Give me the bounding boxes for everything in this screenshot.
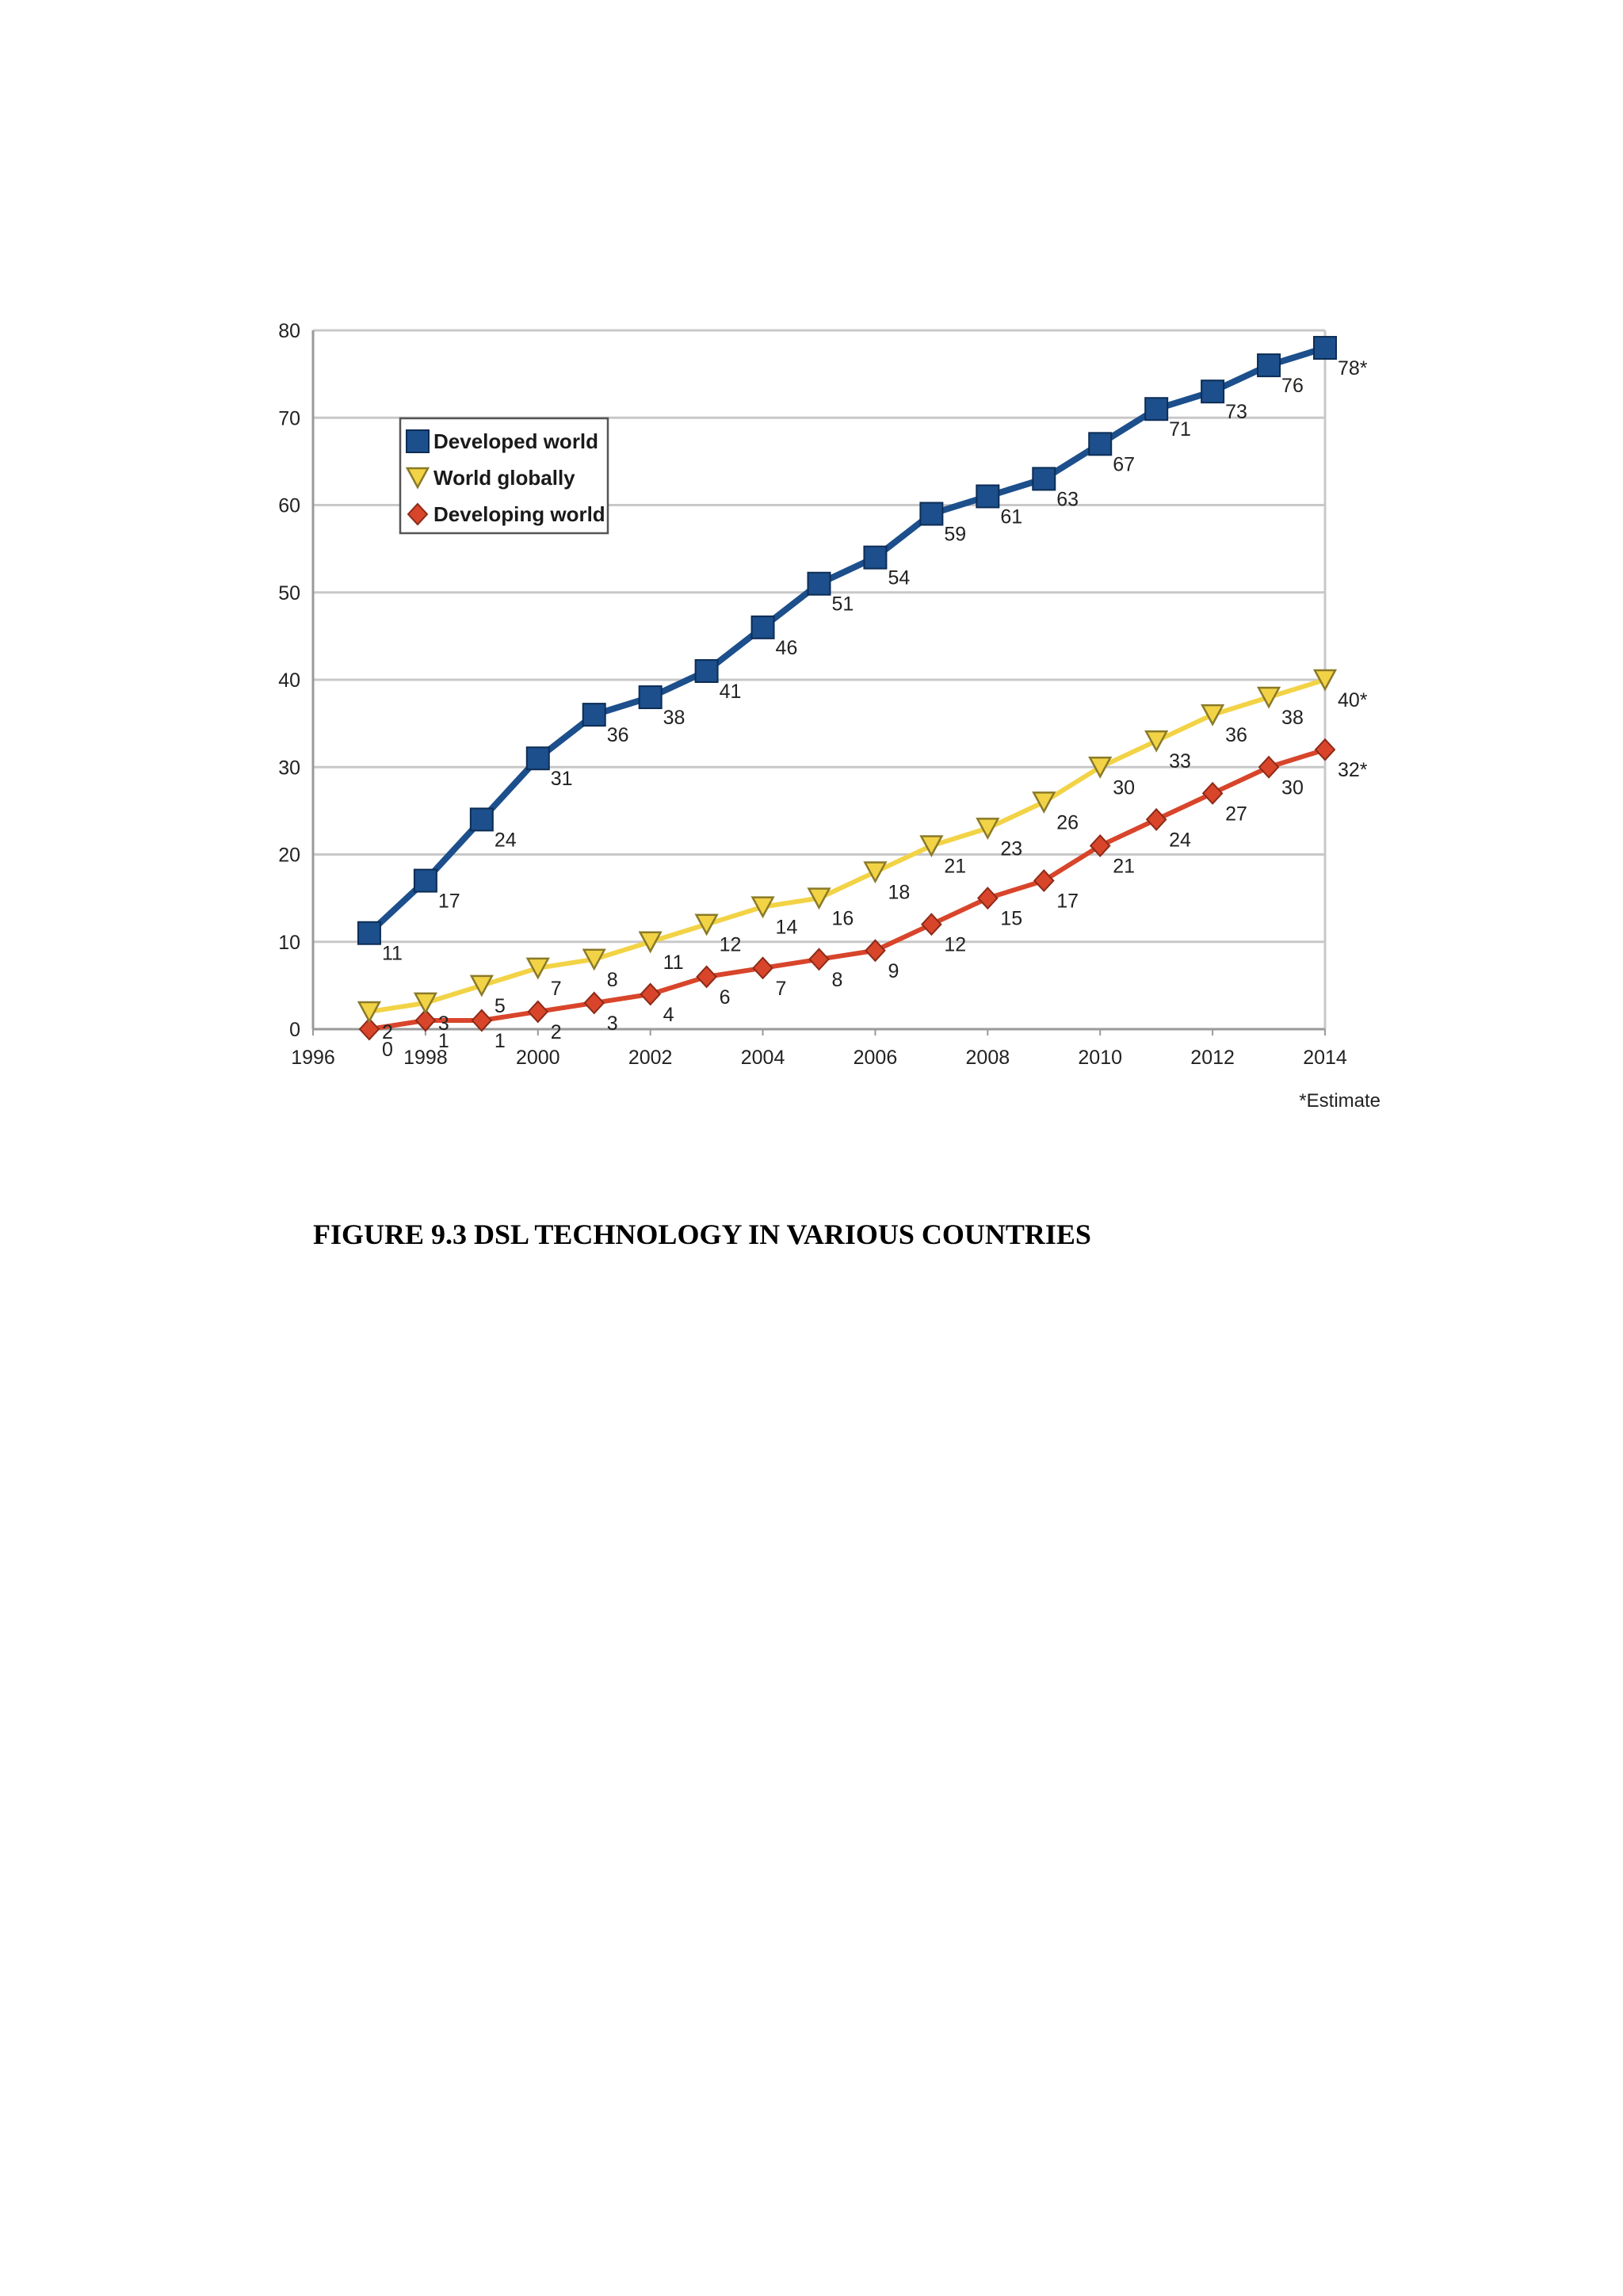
series-line [369, 749, 1325, 1029]
data-label: 41 [719, 680, 742, 703]
x-tick-label: 2010 [1078, 1047, 1123, 1069]
data-label: 51 [831, 593, 854, 616]
data-label: 17 [1056, 890, 1079, 913]
data-point [978, 888, 997, 909]
data-label: 27 [1225, 803, 1247, 826]
data-point [922, 914, 941, 935]
data-label: 1 [494, 1029, 506, 1052]
data-label: 71 [1169, 418, 1191, 441]
data-label: 67 [1113, 453, 1136, 476]
dsl-chart [262, 301, 1387, 1141]
data-label: 17 [437, 890, 460, 913]
data-label: 6 [719, 986, 731, 1009]
data-point [810, 949, 829, 970]
data-label: 46 [775, 636, 798, 659]
data-point [1259, 757, 1278, 777]
y-tick-label: 20 [278, 844, 300, 867]
data-point [529, 1001, 548, 1022]
data-label: 61 [1000, 505, 1023, 528]
data-label: 36 [606, 724, 629, 747]
data-label: 16 [831, 907, 854, 930]
data-label: 2 [550, 1020, 562, 1043]
y-tick-label: 60 [278, 494, 300, 517]
data-label: 15 [1000, 907, 1023, 930]
x-tick-label: 2008 [965, 1047, 1010, 1069]
data-label: 36 [1225, 724, 1247, 747]
x-tick-label: 2004 [740, 1047, 785, 1069]
y-tick-label: 0 [289, 1019, 300, 1041]
data-label: 63 [1056, 488, 1079, 511]
data-point [1089, 433, 1111, 455]
data-label: 2 [381, 1020, 393, 1043]
data-point [641, 984, 660, 1005]
data-label: 76 [1281, 375, 1304, 398]
data-label: 8 [831, 968, 843, 991]
data-point [471, 808, 493, 830]
data-point [976, 485, 999, 507]
data-label: 23 [1000, 837, 1023, 860]
data-label: 24 [1169, 829, 1191, 852]
y-tick-label: 10 [278, 931, 300, 954]
data-label: 26 [1056, 811, 1079, 834]
data-point [754, 958, 773, 978]
data-label: 30 [1113, 776, 1136, 799]
data-point [865, 863, 885, 882]
data-label: 73 [1225, 401, 1247, 424]
data-point [920, 503, 942, 525]
data-label: 21 [1113, 855, 1136, 878]
legend-item [407, 429, 598, 453]
data-label: 12 [944, 933, 967, 956]
y-tick-label: 40 [278, 669, 300, 692]
data-label: 3 [606, 1012, 618, 1035]
data-label: 78* [1338, 357, 1368, 380]
data-label: 7 [775, 977, 787, 1000]
data-label: 11 [663, 951, 684, 974]
data-point [1090, 835, 1109, 856]
data-label: 9 [888, 959, 899, 982]
y-tick-label: 70 [278, 407, 300, 430]
data-point [697, 967, 716, 987]
x-tick-label: 2006 [853, 1047, 898, 1069]
data-point [1314, 337, 1336, 359]
data-label: 38 [663, 707, 685, 730]
data-label: 5 [494, 994, 506, 1017]
data-point [527, 747, 549, 769]
data-label: 33 [1169, 750, 1191, 773]
data-label: 38 [1281, 707, 1304, 730]
data-point [640, 686, 662, 708]
y-tick-label: 30 [278, 757, 300, 780]
data-label: 31 [550, 768, 573, 791]
chart-svg [262, 301, 1387, 1141]
data-label: 59 [944, 523, 967, 546]
x-tick-label: 2014 [1303, 1047, 1347, 1069]
data-point [696, 660, 718, 682]
data-label: 30 [1281, 776, 1304, 799]
data-point [585, 993, 604, 1013]
y-tick-label: 80 [278, 320, 300, 342]
data-label: 4 [663, 1003, 674, 1026]
legend [400, 418, 608, 533]
data-point [1146, 731, 1167, 750]
data-point [1033, 467, 1055, 490]
data-label: 3 [437, 1012, 449, 1035]
data-label: 54 [888, 566, 911, 589]
data-label: 8 [606, 968, 618, 991]
legend-label: World globally [433, 466, 575, 490]
legend-marker [407, 430, 429, 452]
x-tick-label: 2002 [628, 1047, 673, 1069]
data-point [583, 704, 605, 726]
data-point [1316, 739, 1335, 760]
legend-label: Developed world [433, 429, 599, 453]
data-point [1147, 809, 1166, 830]
data-label: 0 [381, 1039, 393, 1061]
estimate-note: *Estimate [1299, 1090, 1381, 1112]
data-label: 7 [550, 977, 562, 1000]
x-tick-label: 1998 [403, 1047, 448, 1069]
data-point [808, 573, 831, 595]
x-tick-label: 2012 [1190, 1047, 1235, 1069]
data-point [1203, 783, 1222, 803]
data-point [752, 616, 774, 639]
data-label: 18 [888, 881, 911, 904]
legend-item [408, 502, 605, 526]
data-point [1201, 380, 1224, 402]
data-label: 1 [437, 1029, 449, 1052]
figure-caption: FIGURE 9.3 DSL TECHNOLOGY IN VARIOUS COUNTRIES [313, 1219, 1091, 1250]
data-label: 11 [381, 942, 403, 965]
data-point [864, 547, 886, 569]
data-label: 32* [1338, 759, 1368, 782]
data-label: 40* [1338, 689, 1368, 711]
data-point [1034, 871, 1053, 891]
x-tick-label: 2000 [515, 1047, 560, 1069]
data-point [472, 1010, 491, 1031]
data-point [1033, 792, 1054, 811]
data-label: 12 [719, 933, 742, 956]
series-world-globally [359, 670, 1368, 1043]
data-label: 14 [775, 916, 798, 939]
data-point [1258, 354, 1280, 376]
data-point [1145, 398, 1167, 420]
data-point [414, 870, 437, 892]
x-tick-label: 1996 [291, 1047, 335, 1069]
data-label: 21 [944, 855, 967, 878]
data-point [358, 922, 380, 944]
data-point [865, 940, 884, 961]
legend-label: Developing world [433, 502, 605, 526]
data-label: 24 [494, 829, 517, 852]
y-tick-label: 50 [278, 582, 300, 605]
